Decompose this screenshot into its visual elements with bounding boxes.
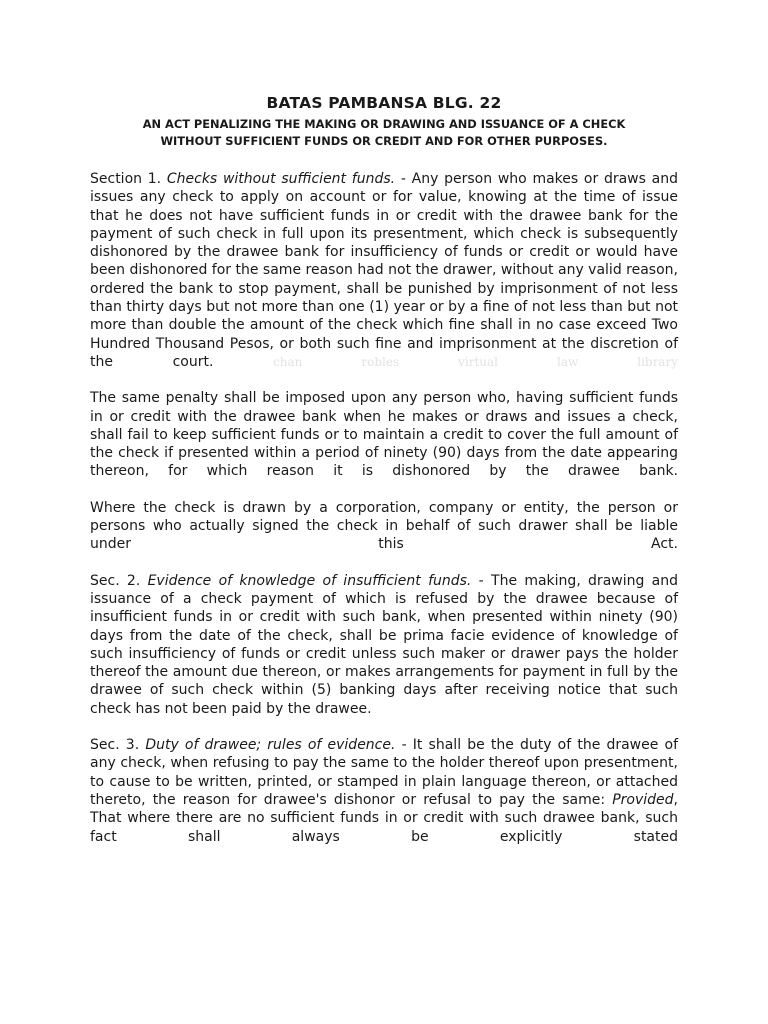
- section-2-heading: Evidence of knowledge of insufficient funds.: [147, 572, 472, 589]
- section-3-label: Sec. 3.: [90, 737, 146, 754]
- section-2-paragraph: [90, 572, 678, 718]
- section-3-paragraph: [90, 736, 678, 846]
- section-3-heading: Duty of drawee; rules of evidence.: [145, 737, 396, 754]
- section-2-label: Sec. 2.: [90, 572, 148, 589]
- subtitle-line-1: AN ACT PENALIZING THE MAKING OR DRAWING AND ISSUANCE OF A CHECK: [142, 117, 626, 131]
- section-3-provided: Provided: [612, 791, 674, 808]
- penalty-paragraph: The same penalty shall be imposed upon any person who, having sufficient funds in or credit with the drawee bank when he makes or draws and issues a check, shall fail to keep sufficient funds or to maintain a credit to cover the full amount of the check if presented within a period of ninety (90) days from the date appearing thereon, for which reason it is dishonored by the drawee bank.: [90, 390, 678, 480]
- section-3-text-b: , That where there are no sufficient funds in or credit with such drawee bank, such fact shall always be explicitly stated: [90, 791, 678, 845]
- document-subtitle: [90, 116, 678, 150]
- document-page: [90, 93, 678, 846]
- section-1-heading: Checks without sufficient funds.: [166, 171, 396, 187]
- document-title: BATAS PAMBANSA BLG. 22: [266, 94, 502, 112]
- section-2-text: - The making, drawing and issuance of a check payment of which is refused by the drawee because of insufficient funds in or credit with such bank, when presented within ninety (90) days from the date of the check, shall be prima facie evidence of knowledge of such insufficiency of funds or credit unless such maker or drawer pays the holder thereof the amount due thereon, or makes arrangements for payment in full by the drawee of such check within (5) banking days after receiving notice that such check has not been paid by the drawee.: [90, 572, 678, 717]
- section-3-text-a: - It shall be the duty of the drawee of any check, when refusing to pay the same to the holder thereof upon presentment, to cause to be written, printed, or stamped in plain language thereon, or attached thereto, the reason for drawee's dishonor or refusal to pay the same:: [90, 737, 678, 808]
- section-1-text: - Any person who makes or draws and issues any check to apply on account or for value, knowing at the time of issue that he does not have sufficient funds in or credit with the drawee bank for the payment of such check in full upon its presentment, which check is subsequently dishonored by the drawee bank for insufficiency of funds or credit or would have been dishonored for the same reason had not the drawer, without any valid reason, ordered the bank to stop payment, shall be punished by imprisonment of not less than thirty days but not more than one (1) year or by a fine of not less than but not more than double the amount of the check which fine shall in no case exceed Two Hundred Thousand Pesos, or both such fine and imprisonment at the discretion of the court.: [90, 171, 679, 370]
- section-1-paragraph: [90, 170, 678, 371]
- subtitle-line-2: WITHOUT SUFFICIENT FUNDS OR CREDIT AND FOR OTHER PURPOSES.: [160, 134, 608, 148]
- watermark-text: chan robles virtual law library: [273, 354, 678, 369]
- corporation-paragraph: Where the check is drawn by a corporation, company or entity, the person or persons who actually signed the check in behalf of such drawer shall be liable under this Act.: [90, 499, 678, 553]
- section-1-label: Section 1.: [90, 171, 167, 187]
